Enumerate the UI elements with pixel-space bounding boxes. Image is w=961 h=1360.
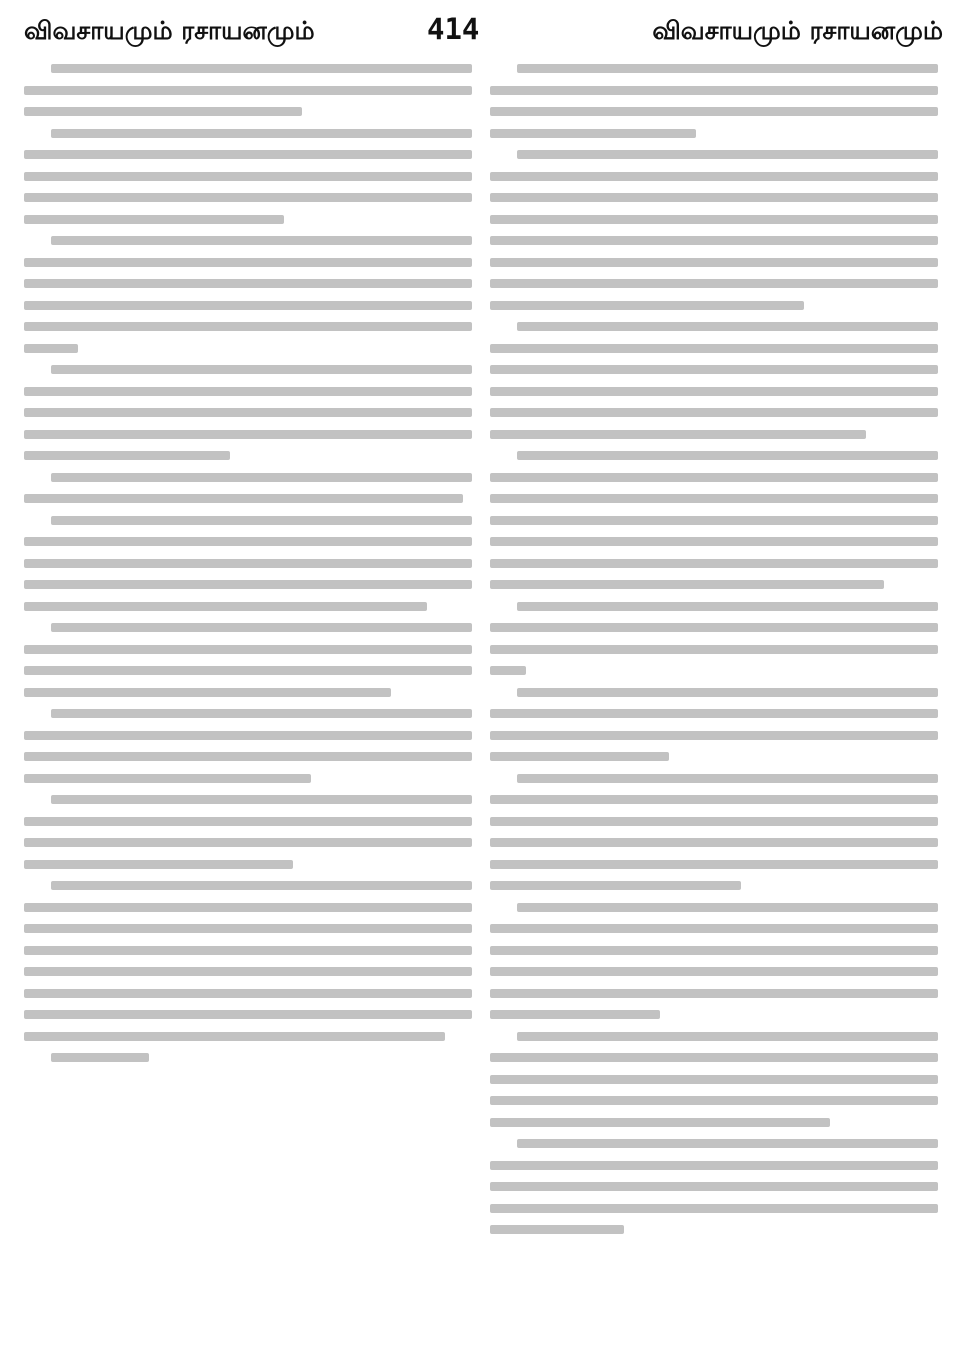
text-line-placeholder (490, 129, 696, 138)
text-line-placeholder (490, 860, 938, 869)
text-line-placeholder (490, 258, 938, 267)
text-line-placeholder (24, 752, 472, 761)
text-line-placeholder (517, 451, 938, 460)
text-line-placeholder (490, 516, 938, 525)
text-line-placeholder (490, 537, 938, 546)
text-line-placeholder (24, 301, 472, 310)
text-line-placeholder (490, 1096, 938, 1105)
text-line-placeholder (490, 1182, 938, 1191)
left-text-column (24, 64, 472, 1344)
text-line-placeholder (490, 1118, 830, 1127)
text-line-placeholder (490, 215, 938, 224)
text-line-placeholder (24, 666, 472, 675)
text-line-placeholder (24, 107, 302, 116)
text-line-placeholder (24, 215, 284, 224)
text-line-placeholder (490, 473, 938, 482)
text-paragraph (24, 1053, 472, 1062)
text-paragraph (490, 774, 938, 891)
text-line-placeholder (24, 774, 311, 783)
text-line-placeholder (51, 64, 472, 73)
text-line-placeholder (490, 344, 938, 353)
text-line-placeholder (51, 623, 472, 632)
text-line-placeholder (24, 344, 78, 353)
text-line-placeholder (490, 430, 866, 439)
text-line-placeholder (51, 709, 472, 718)
text-line-placeholder (490, 817, 938, 826)
text-line-placeholder (490, 1010, 660, 1019)
text-line-placeholder (24, 731, 472, 740)
text-paragraph (490, 602, 938, 676)
text-line-placeholder (490, 279, 938, 288)
text-paragraph (490, 1032, 938, 1127)
text-line-placeholder (490, 365, 938, 374)
text-line-placeholder (517, 774, 938, 783)
text-line-placeholder (51, 365, 472, 374)
text-line-placeholder (24, 946, 472, 955)
text-paragraph (24, 473, 472, 504)
text-line-placeholder (24, 322, 472, 331)
text-line-placeholder (490, 881, 741, 890)
text-line-placeholder (490, 193, 938, 202)
text-paragraph (490, 688, 938, 762)
text-line-placeholder (517, 1139, 938, 1148)
text-line-placeholder (24, 172, 472, 181)
page-number: 414 (427, 12, 480, 46)
text-line-placeholder (24, 86, 472, 95)
text-line-placeholder (490, 731, 938, 740)
text-line-placeholder (24, 451, 230, 460)
text-line-placeholder (490, 752, 669, 761)
text-line-placeholder (490, 666, 526, 675)
text-paragraph (490, 322, 938, 439)
text-paragraph (24, 129, 472, 224)
text-paragraph (490, 451, 938, 589)
text-line-placeholder (24, 580, 472, 589)
text-line-placeholder (490, 989, 938, 998)
text-line-placeholder (24, 494, 463, 503)
text-line-placeholder (51, 129, 472, 138)
text-line-placeholder (24, 645, 472, 654)
text-line-placeholder (490, 494, 938, 503)
text-line-placeholder (490, 1225, 624, 1234)
text-line-placeholder (490, 559, 938, 568)
text-line-placeholder (517, 150, 938, 159)
text-line-placeholder (490, 580, 884, 589)
text-line-placeholder (24, 838, 472, 847)
text-line-placeholder (490, 838, 938, 847)
text-line-placeholder (51, 795, 472, 804)
text-paragraph (24, 709, 472, 783)
text-paragraph (24, 881, 472, 1041)
text-line-placeholder (490, 387, 938, 396)
text-paragraph (490, 150, 938, 310)
text-line-placeholder (24, 1032, 445, 1041)
text-paragraph (490, 64, 938, 138)
text-line-placeholder (517, 903, 938, 912)
text-line-placeholder (490, 1161, 938, 1170)
text-line-placeholder (24, 430, 472, 439)
text-line-placeholder (490, 301, 804, 310)
text-line-placeholder (490, 107, 938, 116)
text-paragraph (24, 365, 472, 460)
text-line-placeholder (490, 172, 938, 181)
text-paragraph (24, 623, 472, 697)
text-line-placeholder (490, 86, 938, 95)
text-line-placeholder (490, 795, 938, 804)
text-line-placeholder (24, 150, 472, 159)
text-line-placeholder (517, 322, 938, 331)
text-line-placeholder (24, 903, 472, 912)
text-line-placeholder (490, 1075, 938, 1084)
text-line-placeholder (517, 64, 938, 73)
text-line-placeholder (24, 193, 472, 202)
text-line-placeholder (490, 924, 938, 933)
text-line-placeholder (490, 623, 938, 632)
text-paragraph (24, 236, 472, 353)
text-line-placeholder (490, 645, 938, 654)
text-line-placeholder (51, 1053, 150, 1062)
text-paragraph (24, 64, 472, 116)
text-line-placeholder (24, 1010, 472, 1019)
text-line-placeholder (517, 688, 938, 697)
page-header (0, 0, 961, 48)
text-line-placeholder (517, 1032, 938, 1041)
right-text-column (490, 64, 938, 1344)
running-head-right: விவசாயமும் ரசாயனமும் (652, 16, 943, 45)
text-line-placeholder (51, 473, 472, 482)
text-line-placeholder (490, 408, 938, 417)
text-line-placeholder (24, 817, 472, 826)
text-line-placeholder (517, 602, 938, 611)
text-line-placeholder (24, 279, 472, 288)
text-line-placeholder (490, 1053, 938, 1062)
text-line-placeholder (51, 881, 472, 890)
text-line-placeholder (490, 967, 938, 976)
text-line-placeholder (490, 236, 938, 245)
text-line-placeholder (490, 709, 938, 718)
text-line-placeholder (24, 559, 472, 568)
text-line-placeholder (24, 924, 472, 933)
text-line-placeholder (51, 516, 472, 525)
text-line-placeholder (24, 387, 472, 396)
running-head-left: விவசாயமும் ரசாயனமும் (24, 16, 315, 45)
text-line-placeholder (24, 989, 472, 998)
text-line-placeholder (490, 946, 938, 955)
text-line-placeholder (24, 408, 472, 417)
text-paragraph (490, 1139, 938, 1234)
text-paragraph (24, 795, 472, 869)
text-line-placeholder (51, 236, 472, 245)
text-line-placeholder (24, 602, 427, 611)
text-line-placeholder (24, 860, 293, 869)
text-line-placeholder (24, 537, 472, 546)
text-line-placeholder (24, 258, 472, 267)
text-line-placeholder (24, 688, 391, 697)
text-line-placeholder (490, 1204, 938, 1213)
text-paragraph (24, 516, 472, 611)
text-line-placeholder (24, 967, 472, 976)
text-paragraph (490, 903, 938, 1020)
